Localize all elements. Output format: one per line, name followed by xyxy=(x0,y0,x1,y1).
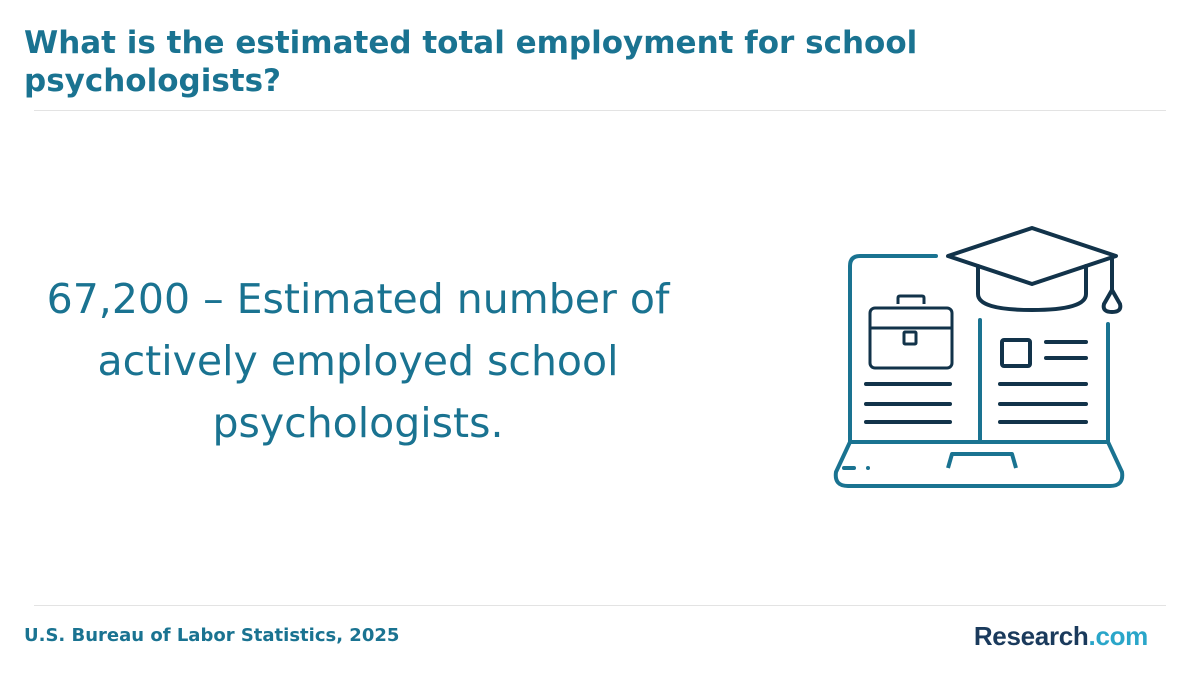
statistic-statement: 67,200 – Estimated number of actively employed school psychologists. xyxy=(46,275,670,447)
document-profile-icon xyxy=(1000,340,1086,422)
trackpad-notch xyxy=(948,454,1016,468)
source-citation: U.S. Bureau of Labor Statistics, 2025 xyxy=(24,625,400,646)
bottom-divider xyxy=(34,605,1166,606)
logo-brand-text: Research xyxy=(973,621,1089,651)
briefcase-icon xyxy=(870,296,952,368)
page-title: What is the estimated total employment for school psychologists? xyxy=(24,25,918,99)
top-divider xyxy=(34,110,1166,111)
left-text-lines xyxy=(866,384,950,422)
laptop-with-graduation-cap-icon xyxy=(826,220,1136,500)
graduation-cap-icon xyxy=(948,228,1120,312)
research-com-logo[interactable] xyxy=(974,620,1148,652)
logo-tld-text: .com xyxy=(1088,621,1148,651)
laptop-base xyxy=(836,442,1123,486)
